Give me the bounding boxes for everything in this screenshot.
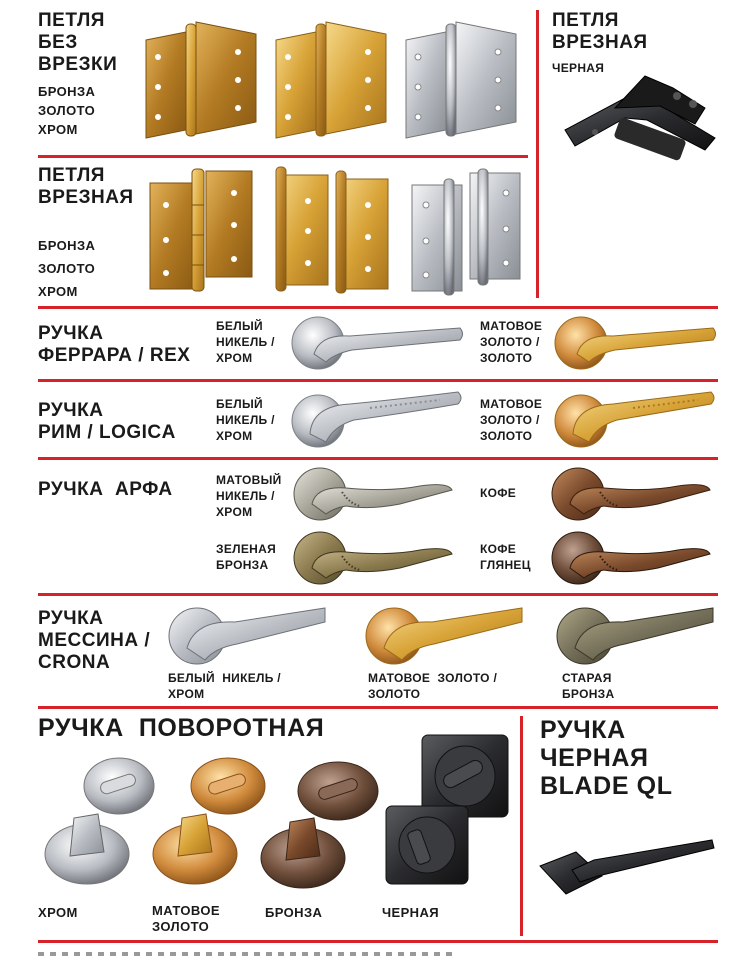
- handle-black-blade: [536, 832, 718, 902]
- hinge-butterfly-chrome: [398, 12, 523, 144]
- handle-ferrara-gold: [553, 314, 718, 372]
- hinge-mortise-black-finish: ЧЕРНАЯ: [552, 61, 605, 75]
- handle-ferrara-title: РУЧКА ФЕРРАРА / REX: [38, 323, 191, 366]
- handle-black-blade-title: РУЧКА ЧЕРНАЯ BLADE QL: [540, 716, 673, 800]
- hinge-butterfly-bronze: [138, 12, 263, 144]
- hinge-concealed-black: [555, 68, 725, 180]
- handle-rim-right-finish: МАТОВОЕ ЗОЛОТО / ЗОЛОТО: [480, 397, 543, 443]
- handle-messina-title: РУЧКА МЕССИНА / CRONA: [38, 608, 151, 673]
- handle-messina-gold: [362, 602, 527, 668]
- hinges-no-mortise-title: ПЕТЛЯ БЕЗ ВРЕЗКИ: [38, 10, 118, 75]
- handle-arfa-finish-1: МАТОВЫЙ НИКЕЛЬ / ХРОМ: [216, 473, 282, 519]
- handle-arfa-finish-3: ЗЕЛЕНАЯ БРОНЗА: [216, 542, 277, 572]
- handle-arfa-title: РУЧКА АРФА: [38, 479, 173, 500]
- divider-bottom: [38, 940, 718, 943]
- bottom-cutoff-text: [38, 952, 458, 956]
- rotary-black-front: [384, 804, 470, 886]
- handle-arfa-finish-2: КОФЕ: [480, 486, 517, 500]
- divider-vertical-bottom: [520, 716, 523, 936]
- handle-ferrara-chrome: [290, 314, 465, 372]
- hinge-mortise-bronze: [146, 165, 261, 297]
- handle-rim-chrome: [290, 388, 465, 450]
- divider-arfa: [38, 457, 718, 460]
- rotary-chrome-front: [42, 806, 132, 886]
- divider-vertical-top: [536, 10, 539, 298]
- rotary-finish-black: ЧЕРНАЯ: [382, 905, 439, 920]
- hinge-mortise-black-title: ПЕТЛЯ ВРЕЗНАЯ: [552, 10, 648, 53]
- handle-arfa-nickel: [290, 464, 460, 522]
- handle-arfa-finish-4: КОФЕ ГЛЯНЕЦ: [480, 542, 531, 572]
- handle-arfa-coffee: [548, 464, 718, 522]
- divider-rotary: [38, 706, 718, 709]
- rotary-finish-bronze: БРОНЗА: [265, 905, 323, 920]
- handle-rim-left-finish: БЕЛЫЙ НИКЕЛЬ / ХРОМ: [216, 397, 275, 443]
- hinges-mortise-title: ПЕТЛЯ ВРЕЗНАЯ: [38, 165, 134, 208]
- handle-arfa-coffee-gloss: [548, 528, 718, 586]
- rotary-handle-title: РУЧКА ПОВОРОТНАЯ: [38, 714, 325, 742]
- rotary-finish-chrome: ХРОМ: [38, 905, 78, 920]
- handle-rim-gold: [553, 388, 718, 450]
- divider-rim: [38, 379, 718, 382]
- handle-arfa-green-bronze: [290, 528, 460, 586]
- handle-rim-title: РУЧКА РИМ / LOGICA: [38, 400, 176, 443]
- divider-ferrara: [38, 306, 718, 309]
- handle-messina-finish-2: МАТОВОЕ ЗОЛОТО / ЗОЛОТО: [368, 671, 498, 701]
- rotary-finish-gold: МАТОВОЕ ЗОЛОТО: [152, 903, 220, 934]
- rotary-bronze-front: [258, 810, 348, 890]
- handle-messina-old-bronze: [553, 602, 718, 668]
- hinge-butterfly-gold: [268, 12, 393, 144]
- hinges-mortise-finishes: БРОНЗА ЗОЛОТО ХРОМ: [38, 238, 96, 299]
- handle-messina-finish-3: СТАРАЯ БРОНЗА: [562, 671, 615, 701]
- hinge-mortise-gold: [272, 165, 394, 297]
- hinge-mortise-chrome: [408, 165, 526, 297]
- hinges-no-mortise-finishes: БРОНЗА ЗОЛОТО ХРОМ: [38, 84, 96, 137]
- handle-messina-finish-1: БЕЛЫЙ НИКЕЛЬ / ХРОМ: [168, 671, 281, 701]
- handle-messina-nickel: [165, 602, 330, 668]
- rotary-gold-front: [150, 806, 240, 886]
- handle-ferrara-left-finish: БЕЛЫЙ НИКЕЛЬ / ХРОМ: [216, 319, 275, 365]
- handle-ferrara-right-finish: МАТОВОЕ ЗОЛОТО / ЗОЛОТО: [480, 319, 543, 365]
- divider-messina: [38, 593, 718, 596]
- divider-hinges: [38, 155, 528, 158]
